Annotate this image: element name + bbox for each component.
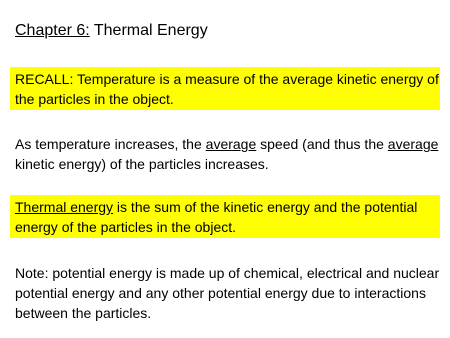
average-underlined-2: average bbox=[387, 136, 439, 152]
temperature-text-1: As temperature increases, the bbox=[15, 136, 206, 152]
thermal-energy-term: Thermal energy bbox=[15, 199, 114, 215]
temperature-paragraph bbox=[15, 134, 443, 174]
temperature-text-3: kinetic energy) of the particles increases. bbox=[15, 156, 269, 172]
page-title bbox=[15, 20, 208, 42]
average-underlined-1: average bbox=[205, 136, 257, 152]
thermal-energy-text: is the sum of the kinetic energy and the potential energy of the particles in the object. bbox=[15, 199, 418, 235]
temperature-text-2: speed (and thus the bbox=[256, 136, 388, 152]
title-text: Thermal Energy bbox=[89, 22, 208, 39]
recall-highlight-box bbox=[10, 67, 440, 110]
thermal-energy-highlight-box bbox=[10, 195, 440, 238]
title-chapter-label: Chapter 6: bbox=[15, 22, 90, 39]
note-paragraph: Note: potential energy is made up of chemical, electrical and nuclear potential energy and any other potential energy due to interactions between the particles. bbox=[15, 265, 440, 321]
recall-text: RECALL: Temperature is a measure of the average kinetic energy of the particles in the object. bbox=[15, 71, 439, 107]
thermal-energy-definition bbox=[15, 197, 443, 237]
